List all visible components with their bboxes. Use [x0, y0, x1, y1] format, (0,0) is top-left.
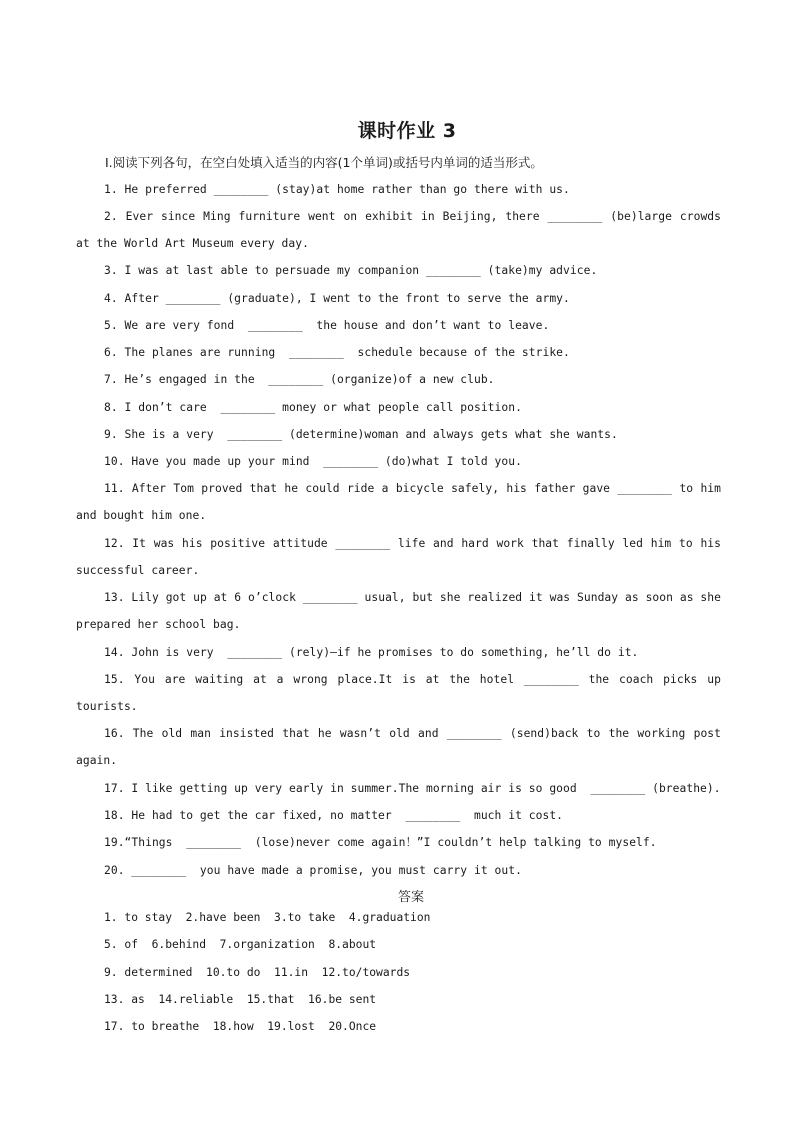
question-text: at the World Art Museum every day. [76, 237, 309, 251]
question-text: 20. ________ you have made a promise, you must carry it out. [104, 864, 522, 877]
question-text: 5. We are very fond ________ the house and don’t want to leave. [104, 319, 550, 332]
question-text: 2. Ever since Ming furniture went on exhibit in Beijing, there ________ (be)large crowds [104, 210, 721, 223]
question-text: 18. He had to get the car fixed, no matter ________ much it cost. [104, 809, 564, 822]
page-title: 课时作业 3 [357, 120, 457, 142]
question-text: tourists. [76, 700, 138, 714]
section-instruction: Ⅰ.阅读下列各句，在空白处填入适当的内容(1个单词)或括号内单词的适当形式。 [105, 155, 543, 170]
question-item [76, 857, 721, 884]
answer-line: 1. to stay 2.have been 3.to take 4.graduation [104, 911, 431, 924]
answer-line: 5. of 6.behind 7.organization 8.about [104, 938, 377, 951]
answers-heading: 答案 [397, 890, 424, 905]
question-text: 9. She is a very ________ (determine)woman and always gets what she wants. [104, 428, 618, 441]
question-text: again. [76, 754, 118, 768]
question-text: 12. It was his positive attitude ________ life and hard work that finally led him to his [104, 537, 721, 550]
question-text: 13. Lily got up at 6 o’clock ________ usual, but she realized it was Sunday as soon as she [104, 591, 721, 604]
question-text: successful career. [76, 564, 200, 578]
question-text: 7. He’s engaged in the ________ (organize)of a new club. [104, 373, 495, 386]
question-text: 15. You are waiting at a wrong place.It is at the hotel ________ the coach picks up [104, 673, 721, 686]
question-item [76, 639, 721, 666]
question-text: 16. The old man insisted that he wasn’t old and ________ (send)back to the working post [104, 727, 721, 740]
question-text: and bought him one. [76, 509, 207, 523]
question-item [76, 666, 721, 720]
question-text: 6. The planes are running ________ schedule because of the strike. [104, 346, 570, 359]
question-item [76, 394, 721, 421]
question-item [76, 720, 721, 774]
question-item [76, 176, 721, 203]
question-text: 19.“Things ________ (lose)never come again！”I couldn’t help talking to myself. [104, 836, 657, 849]
question-item [76, 584, 721, 638]
question-text: 3. I was at last able to persuade my companion ________ (take)my advice. [104, 264, 598, 277]
question-item [76, 366, 721, 393]
question-item [76, 530, 721, 584]
question-text: 1. He preferred ________ (stay)at home rather than go there with us. [104, 183, 570, 196]
question-text: 4. After ________ (graduate), I went to the front to serve the army. [104, 292, 570, 305]
question-text: 10. Have you made up your mind ________ (do)what I told you. [104, 455, 522, 468]
question-text: prepared her school bag. [76, 618, 241, 632]
answer-line: 17. to breathe 18.how 19.lost 20.Once [104, 1020, 377, 1033]
question-item [76, 285, 721, 312]
question-text: 14. John is very ________ (rely)—if he promises to do something, he’ll do it. [104, 646, 639, 659]
answer-line: 13. as 14.reliable 15.that 16.be sent [104, 993, 377, 1006]
question-item [76, 802, 721, 829]
answer-line: 9. determined 10.to do 11.in 12.to/towards [104, 966, 411, 979]
question-item [76, 475, 721, 529]
question-text: 8. I don’t care ________ money or what people call position. [104, 401, 522, 414]
question-item [76, 203, 721, 257]
question-text: 11. After Tom proved that he could ride a bicycle safely, his father gave ________ to him [104, 482, 721, 495]
question-item [76, 829, 721, 856]
question-item [76, 421, 721, 448]
question-item [76, 339, 721, 366]
question-item [76, 257, 721, 284]
question-item [76, 775, 721, 802]
question-text: 17. I like getting up very early in summer.The morning air is so good ________ (breathe). [104, 782, 721, 795]
question-item [76, 448, 721, 475]
question-item [76, 312, 721, 339]
